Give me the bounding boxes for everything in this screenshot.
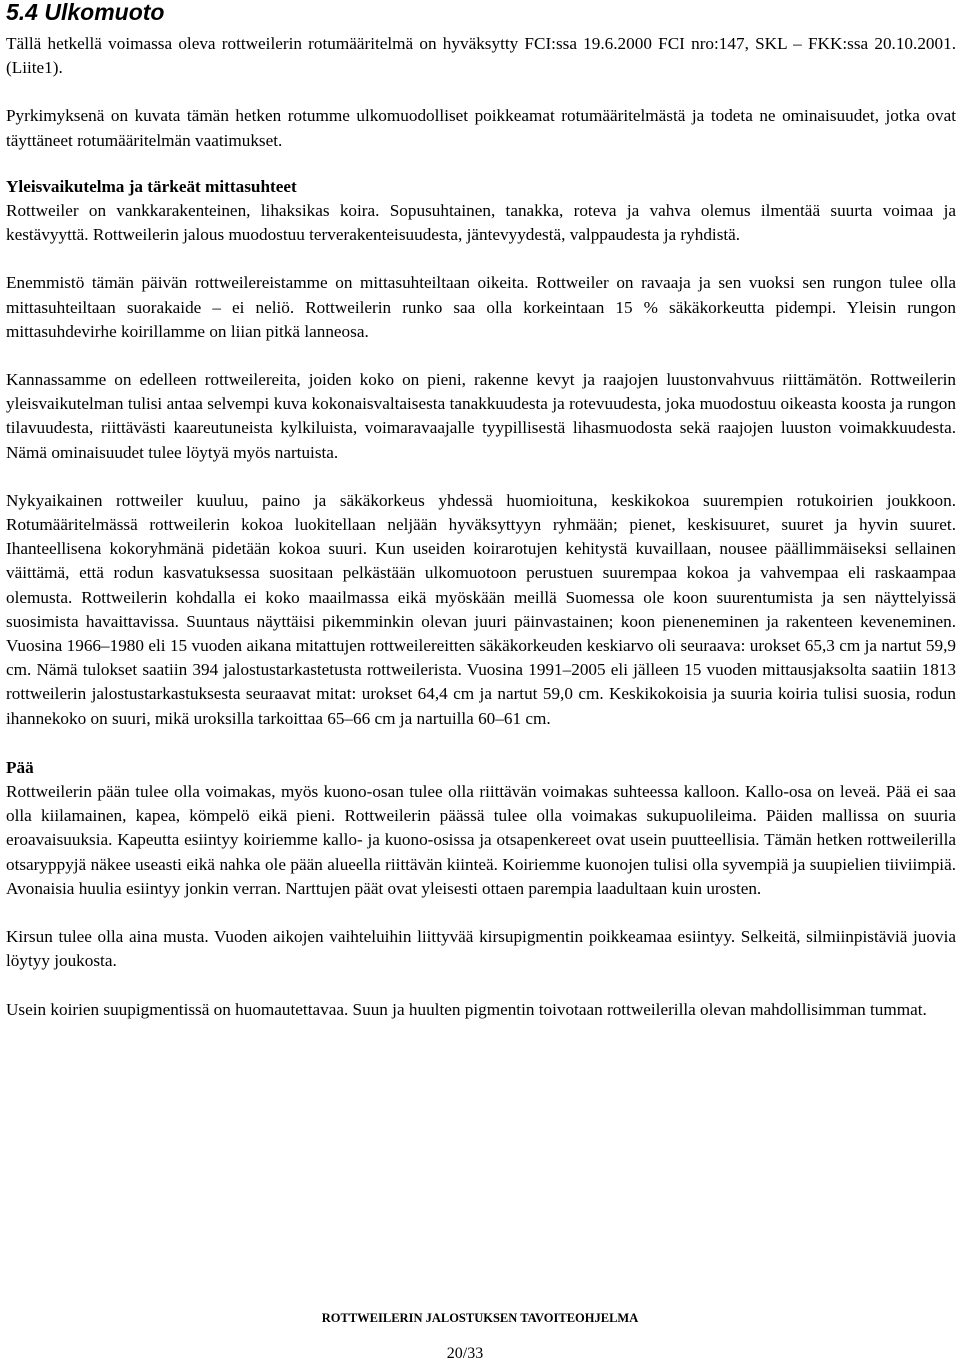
yleisvaikutelma-paragraph-4: Nykyaikainen rottweiler kuuluu, paino ja säkäkorkeus yhdessä huomioituna, keskikokoa suurempien rotukoirien joukkoon. Rotumääritelmässä rottweilerin kokoa luokitellaan neljään hyväksyttyyn ryhmään; pienet, keskisuuret, suuret ja hyvin suuret. Ihanteellisena kokoryhmänä pidetään kokoa suuri. Kun useiden koirarotujen kehitystä kuvaillaan, nousee päällimmäiseksi sellainen väittämä, että rodun kasvatuksessa suositaan pelkästään ulkomuotoon perustuen suurempaa kokoa ja vahvempaa eli raskaampaa olemusta. Rottweilerin kohdalla ei koko maailmassa eikä myöskään meillä Suomessa ole koon suurentumista ja sen näyttelyissä suosimista havaittavissa. Suuntaus näyttäisi pikemminkin olevan juuri päinvastainen; koon pieneneminen ja rakenteen keveneminen. Vuosina 1966–1980 eli 15 vuoden aikana mitattujen rottweilereitten säkäkorkeuden keskiarvo oli seuraava: urokset 65,3 cm ja nartut 59,9 cm. Nämä tulokset saatiin 394 jalostustarkastetusta rottweilerista. Vuosina 1991–2005 eli jälleen 15 vuoden mittausjaksolta saatiin 1813 rottweilerin jalostustarkastuksesta seuraavat mitat: urokset 64,4 cm ja nartut 59,0 cm. Keskikokoisia ja suuria koiria tulisi suosia, rodun ihannekoko on suuri, mikä uroksilla tarkoittaa 65–66 cm ja nartuilla 60–61 cm. <box>6 490 956 728</box>
yleisvaikutelma-paragraph-1: Rottweiler on vankkarakenteinen, lihaksikas koira. Sopusuhtainen, tanakka, roteva ja vahva olemus ilmentää suurta voimaa ja kestävyyttä. Rottweilerin jalous muodostuu terverakenteisuudesta, jäntevyydestä, valppaudesta ja ryhdistä. <box>6 201 956 245</box>
page-number: 20/33 <box>446 1345 484 1362</box>
intro-paragraph: Tällä hetkellä voimassa oleva rottweilerin rotumääritelmä on hyväksytty FCI:ssa 19.6.2000 FCI nro:147, SKL – FKK:ssa 20.10.2001. (Liite1). <box>6 34 956 78</box>
page-content <box>6 0 956 1022</box>
section-heading: 5.4 Ulkomuoto <box>6 0 165 25</box>
aim-paragraph: Pyrkimyksenä on kuvata tämän hetken rotumme ulkomuodolliset poikkeamat rotumääritelmästä ja todeta ne ominaisuudet, jotka ovat täyttäneet rotumääritelmän vaatimukset. <box>6 106 956 150</box>
paa-paragraph-2: Kirsun tulee olla aina musta. Vuoden aikojen vaihteluihin liittyvää kirsupigmentin poikkeamaa esiintyy. Selkeitä, silmiinpistäviä juovia löytyy joukosta. <box>6 927 956 971</box>
paa-paragraph-1: Rottweilerin pään tulee olla voimakas, myös kuono-osan tulee olla riittävän voimakas suhteessa kalloon. Kallo-osa on leveä. Pää ei saa olla kiilamainen, kapea, kömpelö eikä pieni. Rottweilerin päässä tulee olla voimakas sukupuolileima. Päiden mallissa on suuria eroavaisuuksia. Kapeutta esiintyy koiriemme kallo- ja kuono-osissa ja otsapenkereet ovat usein puutteellisia. Tämän hetken rottweilerilla otsaryppyjä näkee useasti eikä nahka ole pään alueella riittävän kiinteä. Koiriemme kuonojen tulisi olla syvempiä ja suupielien tiiviimpiä. Avonaisia huulia esiintyy jonkin verran. Narttujen päät ovat yleisesti ottaen parempia laadultaan kuin urosten. <box>6 782 956 898</box>
subheading-paa: Pää <box>6 757 34 777</box>
yleisvaikutelma-paragraph-2: Enemmistö tämän päivän rottweilereistamme on mittasuhteiltaan oikeita. Rottweiler on ravaaja ja sen vuoksi sen rungon tulee olla mittasuhteiltaan suorakaide – ei neliö. Rottweilerin runko saa olla korkeintaan 15 % säkäkorkeutta pidempi. Yleisin rungon mittasuhdevirhe koirillamme on liian pitkä lanneosa. <box>6 273 956 341</box>
yleisvaikutelma-paragraph-3: Kannassamme on edelleen rottweilereita, joiden koko on pieni, rakenne kevyt ja raajojen luustonvahvuus riittämätön. Rottweilerin yleisvaikutelman tulisi antaa selvempi kuva kokonaisvaltaisesta tanakkuudesta ja rotevuudesta, joka muodostuu oikeasta koosta ja rungon tilavuudesta, riittävästi kaareutuneista kylkiluista, voimaravaajalle tyypillisestä lihasmuodosta sekä raajojen luuston voimakkuudesta. Nämä ominaisuudet tulee löytyä myös nartuista. <box>6 370 956 462</box>
paa-paragraph-3: Usein koirien suupigmentissä on huomautettavaa. Suun ja huulten pigmentin toivotaan rottweilerilla olevan mahdollisimman tummat. <box>6 999 927 1019</box>
subheading-yleisvaikutelma: Yleisvaikutelma ja tärkeät mittasuhteet <box>6 176 297 196</box>
footer-title: ROTTWEILERIN JALOSTUKSEN TAVOITEOHJELMA <box>321 1311 639 1325</box>
